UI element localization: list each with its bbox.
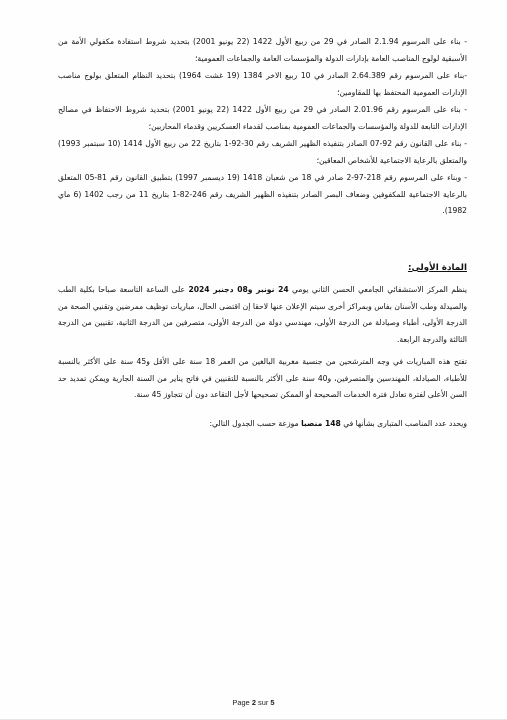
footer-page-number: 2 bbox=[251, 698, 256, 707]
page-footer bbox=[0, 698, 507, 707]
positions-count: 148 منصبا bbox=[301, 418, 341, 428]
preamble-item: - بناء على القانون رقم 92-07 الصادر بتنفيذه الظهير الشريف رقم 30-92-1 بتاريخ 22 من ربيع الأول 1414 (10 سبتمبر 1993) والمتعلق بالرعاية الاجتماعية للأشخاص المعاقين؛ bbox=[58, 139, 467, 165]
page-content bbox=[58, 34, 467, 438]
preamble-item: - بناء على المرسوم رقم 2.01.96 الصادر في 29 من ربيع الأول 1422 (22 يونيو 2001) بتحديد شروط الاحتفاظ في مصالح الإدارات التابعة للدولة والمؤسسات والجماعات العمومية بمناصب لقدماء العسكريين وقدماء المحاربين؛ bbox=[58, 105, 467, 131]
text-run: ويحدد عدد المناصب المتبارى بشأنها في bbox=[340, 418, 467, 428]
text-run: على الساعة التاسعة صباحا بكلية الطب والصيدلة وطب الأسنان بفاس وبمراكز أخرى سيتم الإعلان عنها لاحقا إن اقتضى الحال، مباريات توظيف ممرضين وتقنيي الصحة من الدرجة الأولى، أطباء وصيادلة من الدرجة الأولى، مهندسي دولة من الدرجة الأولى، متصرفين من الدرجة الثانية، تقنيين من الدرجة الثالثة والدرجة الرابعة. bbox=[58, 285, 467, 344]
article-body bbox=[58, 282, 467, 432]
footer-page-word: Page bbox=[232, 698, 250, 707]
footer-total-pages: 5 bbox=[270, 698, 275, 707]
footer-sur: sur bbox=[258, 698, 269, 707]
text-run: موزعة حسب الجدول التالي: bbox=[209, 418, 302, 428]
text-run: ينظم المركز الاستشفائي الجامعي الحسن الثاني يومي bbox=[288, 285, 467, 294]
article-paragraph-3 bbox=[58, 416, 467, 433]
article-paragraph-1 bbox=[58, 282, 467, 348]
article-heading: المادة الأولى: bbox=[407, 262, 467, 273]
preamble-item: - وبناء على المرسوم رقم 218-97-2 صادر في 18 من شعبان 1418 (19 دیسمبر 1997) بتطبيق القانون رقم 81-05 المتعلق بالرعاية الاجتماعية للمكفوفين وضعاف البصر الصادر بتنفيذه الظهير الشريف رقم 246-82-1 بتاريخ 11 من رجب 1402 (6 ماي 1982). bbox=[58, 173, 467, 215]
preamble-item: - بناء على المرسوم 2.1.94 الصادر في 29 من ربيع الأول 1422 (22 يونيو 2001) بتحديد شروط استفادة مكفولي الأمة من الأسبقية لولوج المناصب العامة بإدارات الدولة والمؤسسات العامة والجماعات العمومية؛ bbox=[58, 37, 467, 63]
article-paragraph-2: تفتح هذه المباريات في وجه المترشحين من جنسية مغربية البالغين من العمر 18 سنة على الأقل و45 سنة على الأكثر بالنسبة للأطباء، الصيادلة، المهندسين والمتصرفين، و40 سنة على الأكثر بالنسبة للتقنيين في فاتح يناير من السنة الجارية ويمكن تمديد حد السن الأعلى لفترة تعادل فترة الخدمات الصحيحة أو الممكن تصحيحها لأجل التقاعد دون أن تتجاوز 45 سنة. bbox=[58, 357, 468, 399]
legal-preamble bbox=[58, 34, 467, 220]
preamble-item: -بناء على المرسوم رقم 2.64.389 الصادر في 10 ربيع الاخر 1384 (19 غشت 1964) بتحديد النظام المتعلق بولوج مناصب الإدارات العمومية المحتفظ بها للمقاومين؛ bbox=[58, 71, 467, 97]
exam-dates: 24 نونبر و08 دجنبر 2024 bbox=[188, 285, 289, 294]
